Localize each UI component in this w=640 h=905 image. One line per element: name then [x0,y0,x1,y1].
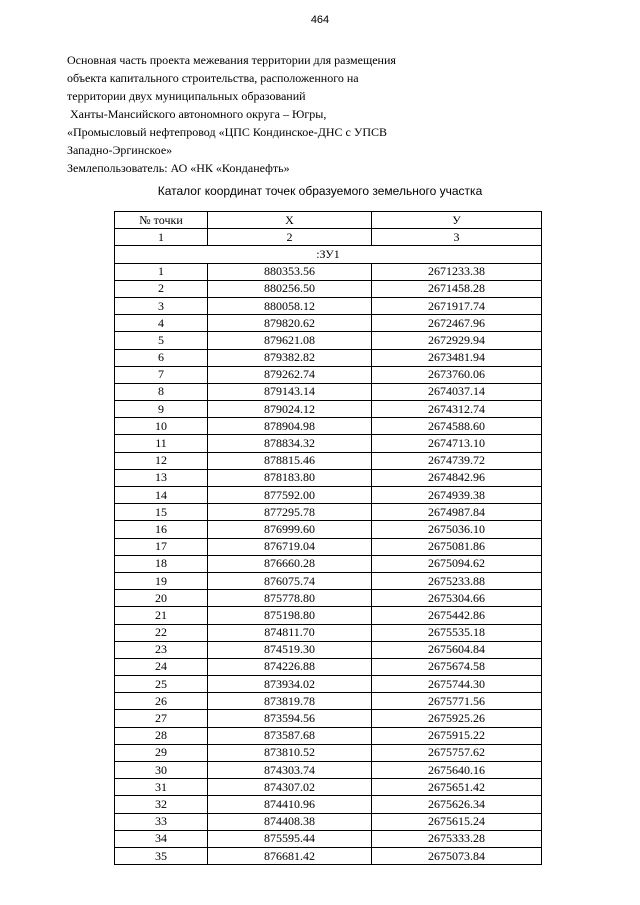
table-row [115,504,542,521]
x-coordinate-cell: 879262.74 [208,366,372,383]
column-header-x: Х [208,212,372,229]
point-number-cell: 23 [115,641,208,658]
point-number-cell: 31 [115,779,208,796]
table-row [115,469,542,486]
y-coordinate-cell: 2675615.24 [372,813,542,830]
header-line: Западно-Эргинское» [67,143,173,157]
table-row [115,452,542,469]
x-coordinate-cell: 879621.08 [208,332,372,349]
table-row [115,418,542,435]
y-coordinate-cell: 2674037.14 [372,383,542,400]
x-coordinate-cell: 878815.46 [208,452,372,469]
x-coordinate-cell: 878834.32 [208,435,372,452]
x-coordinate-cell: 873819.78 [208,693,372,710]
x-coordinate-cell: 876681.42 [208,847,372,864]
x-coordinate-cell: 879820.62 [208,315,372,332]
header-line: объекта капитального строительства, расположенного на [67,71,359,85]
table-row [115,383,542,400]
header-line: Ханты-Мансийского автономного округа – Югры, [70,107,327,121]
table-row [115,779,542,796]
table-row [115,280,542,297]
point-number-cell: 29 [115,744,208,761]
point-number-cell: 18 [115,555,208,572]
land-user-line: Землепользователь: АО «НК «Конданефть» [67,161,290,175]
y-coordinate-cell: 2674939.38 [372,487,542,504]
y-coordinate-cell: 2675535.18 [372,624,542,641]
x-coordinate-cell: 874307.02 [208,779,372,796]
table-row [115,315,542,332]
y-coordinate-cell: 2674987.84 [372,504,542,521]
section-row [115,246,542,263]
table-row [115,297,542,314]
x-coordinate-cell: 875198.80 [208,607,372,624]
y-coordinate-cell: 2675771.56 [372,693,542,710]
point-number-cell: 27 [115,710,208,727]
point-number-cell: 25 [115,676,208,693]
x-coordinate-cell: 874410.96 [208,796,372,813]
column-header-point-number: № точки [115,212,208,229]
y-coordinate-cell: 2672467.96 [372,315,542,332]
x-coordinate-cell: 876719.04 [208,538,372,555]
catalog-title: Каталог координат точек образуемого земельного участка [157,184,483,198]
table-row [115,641,542,658]
y-coordinate-cell: 2674588.60 [372,418,542,435]
x-coordinate-cell: 879382.82 [208,349,372,366]
y-coordinate-cell: 2675744.30 [372,676,542,693]
point-number-cell: 12 [115,452,208,469]
point-number-cell: 34 [115,830,208,847]
point-number-cell: 4 [115,315,208,332]
point-number-cell: 8 [115,383,208,400]
x-coordinate-cell: 880058.12 [208,297,372,314]
column-index-row [115,229,542,246]
point-number-cell: 3 [115,297,208,314]
table-row [115,263,542,280]
table-row [115,830,542,847]
table-row [115,572,542,589]
y-coordinate-cell: 2675757.62 [372,744,542,761]
y-coordinate-cell: 2675442.86 [372,607,542,624]
x-coordinate-cell: 873810.52 [208,744,372,761]
x-coordinate-cell: 878904.98 [208,418,372,435]
y-coordinate-cell: 2671917.74 [372,297,542,314]
column-index: 2 [208,229,372,246]
point-number-cell: 24 [115,658,208,675]
x-coordinate-cell: 879024.12 [208,401,372,418]
point-number-cell: 21 [115,607,208,624]
header-line: Основная часть проекта межевания территории для размещения [67,53,396,67]
y-coordinate-cell: 2675626.34 [372,796,542,813]
section-label: :ЗУ1 [115,246,542,263]
table-row [115,607,542,624]
document-header [67,51,547,177]
table-row [115,813,542,830]
point-number-cell: 15 [115,504,208,521]
point-number-cell: 1 [115,263,208,280]
y-coordinate-cell: 2674312.74 [372,401,542,418]
x-coordinate-cell: 876999.60 [208,521,372,538]
table-row [115,658,542,675]
x-coordinate-cell: 873594.56 [208,710,372,727]
table-row [115,521,542,538]
x-coordinate-cell: 880353.56 [208,263,372,280]
x-coordinate-cell: 880256.50 [208,280,372,297]
page-number: 464 [310,14,330,26]
x-coordinate-cell: 874408.38 [208,813,372,830]
y-coordinate-cell: 2675651.42 [372,779,542,796]
x-coordinate-cell: 877295.78 [208,504,372,521]
point-number-cell: 6 [115,349,208,366]
table-row [115,796,542,813]
x-coordinate-cell: 876075.74 [208,572,372,589]
y-coordinate-cell: 2675915.22 [372,727,542,744]
point-number-cell: 13 [115,469,208,486]
table-row [115,744,542,761]
y-coordinate-cell: 2672929.94 [372,332,542,349]
x-coordinate-cell: 875595.44 [208,830,372,847]
table-row [115,538,542,555]
table-row [115,727,542,744]
point-number-cell: 10 [115,418,208,435]
point-number-cell: 22 [115,624,208,641]
table-header-row [115,212,542,229]
table-row [115,693,542,710]
column-index: 1 [115,229,208,246]
y-coordinate-cell: 2673481.94 [372,349,542,366]
y-coordinate-cell: 2675094.62 [372,555,542,572]
y-coordinate-cell: 2675640.16 [372,762,542,779]
point-number-cell: 11 [115,435,208,452]
y-coordinate-cell: 2675304.66 [372,590,542,607]
point-number-cell: 9 [115,401,208,418]
x-coordinate-cell: 875778.80 [208,590,372,607]
point-number-cell: 19 [115,572,208,589]
point-number-cell: 35 [115,847,208,864]
y-coordinate-cell: 2673760.06 [372,366,542,383]
table-row [115,710,542,727]
table-row [115,676,542,693]
header-line: территории двух муниципальных образований [67,89,306,103]
point-number-cell: 26 [115,693,208,710]
column-header-y: У [372,212,542,229]
x-coordinate-cell: 873587.68 [208,727,372,744]
table-row [115,847,542,864]
y-coordinate-cell: 2675036.10 [372,521,542,538]
x-coordinate-cell: 873934.02 [208,676,372,693]
y-coordinate-cell: 2675073.84 [372,847,542,864]
point-number-cell: 30 [115,762,208,779]
table-row [115,590,542,607]
point-number-cell: 20 [115,590,208,607]
point-number-cell: 7 [115,366,208,383]
y-coordinate-cell: 2674842.96 [372,469,542,486]
point-number-cell: 14 [115,487,208,504]
table-row [115,555,542,572]
y-coordinate-cell: 2674739.72 [372,452,542,469]
point-number-cell: 32 [115,796,208,813]
y-coordinate-cell: 2675604.84 [372,641,542,658]
point-number-cell: 5 [115,332,208,349]
table-row [115,349,542,366]
y-coordinate-cell: 2675674.58 [372,658,542,675]
x-coordinate-cell: 876660.28 [208,555,372,572]
y-coordinate-cell: 2675081.86 [372,538,542,555]
x-coordinate-cell: 877592.00 [208,487,372,504]
point-number-cell: 17 [115,538,208,555]
table-row [115,435,542,452]
table-row [115,624,542,641]
x-coordinate-cell: 878183.80 [208,469,372,486]
table-row [115,366,542,383]
x-coordinate-cell: 879143.14 [208,383,372,400]
y-coordinate-cell: 2674713.10 [372,435,542,452]
x-coordinate-cell: 874303.74 [208,762,372,779]
y-coordinate-cell: 2675333.28 [372,830,542,847]
table-row [115,762,542,779]
column-index: 3 [372,229,542,246]
point-number-cell: 28 [115,727,208,744]
coordinates-table [114,211,542,865]
x-coordinate-cell: 874519.30 [208,641,372,658]
y-coordinate-cell: 2671458.28 [372,280,542,297]
point-number-cell: 16 [115,521,208,538]
point-number-cell: 2 [115,280,208,297]
y-coordinate-cell: 2675233.88 [372,572,542,589]
x-coordinate-cell: 874811.70 [208,624,372,641]
x-coordinate-cell: 874226.88 [208,658,372,675]
header-line: «Промысловый нефтепровод «ЦПС Кондинское-ДНС с УПСВ [67,125,388,139]
point-number-cell: 33 [115,813,208,830]
y-coordinate-cell: 2675925.26 [372,710,542,727]
table-row [115,401,542,418]
y-coordinate-cell: 2671233.38 [372,263,542,280]
table-row [115,332,542,349]
table-row [115,487,542,504]
